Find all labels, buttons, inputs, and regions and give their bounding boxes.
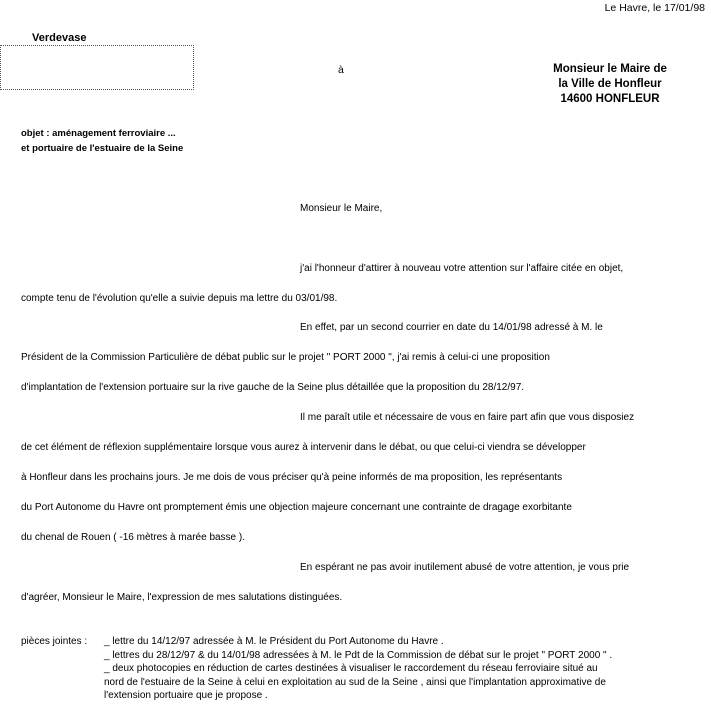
attachments-label: pièces jointes : [21,636,88,647]
sender-address-box [0,45,194,90]
body-line: j'ai l'honneur d'attirer à nouveau votre attention sur l'affaire citée en objet, [300,263,624,274]
body-line: d'agréer, Monsieur le Maire, l'expression de mes salutations distinguées. [21,592,343,603]
recipient-line: la Ville de Honfleur [558,78,662,90]
to-word: à [338,64,344,76]
attachments-list [104,635,612,703]
attachment-item: nord de l'estuaire de la Seine à celui en exploitation au sud de la Seine , ainsi que l'implantation approximative de [104,676,606,688]
subject-line: objet : aménagement ferroviaire ... [21,128,176,139]
body-line: Il me paraît utile et nécessaire de vous en faire part afin que vous disposiez [300,412,635,423]
body-line: de cet élément de réflexion supplémentaire lorsque vous aurez à intervenir dans le débat, ou que celui-ci viendra se développer [21,442,586,453]
subject-line: et portuaire de l'estuaire de la Seine [21,143,184,154]
recipient-line: 14600 HONFLEUR [560,93,660,105]
recipient-line: Monsieur le Maire de [553,63,667,75]
body-line: d'implantation de l'extension portuaire sur la rive gauche de la Seine plus détaillée que la proposition du 28/12/97. [21,382,525,393]
body-line: En espérant ne pas avoir inutilement abusé de votre attention, je vous prie [300,562,630,573]
body-line: à Honfleur dans les prochains jours. Je me dois de vous préciser qu'à peine informés de ma proposition, les représentants [21,472,563,483]
attachment-item: _ lettre du 14/12/97 adressée à M. le Président du Port Autonome du Havre . [104,636,444,647]
recipient-block [540,62,680,107]
letter-date: Le Havre, le 17/01/98 [604,2,705,14]
body-line: Président de la Commission Particulière de débat public sur le projet " PORT 2000 ", j'ai remis à celui-ci une proposition [21,352,550,363]
attachment-item: l'extension portuaire que je propose . [104,690,268,701]
body-line: En effet, par un second courrier en date du 14/01/98 adressé à M. le [300,322,603,333]
subject-block [21,126,183,156]
sender-name: Verdevase [32,32,87,44]
body-line: du Port Autonome du Havre ont promptement émis une objection majeure concernant une contrainte de dragage exorbitante [21,502,572,513]
attachment-item: _ deux photocopies en réduction de cartes destinées à visualiser le raccordement du réseau ferroviaire situé au [104,663,598,674]
body-line: du chenal de Rouen ( -16 mètres à marée basse ). [21,532,246,543]
salutation: Monsieur le Maire, [300,203,383,214]
attachment-item: _ lettres du 28/12/97 & du 14/01/98 adressées à M. le Pdt de la Commission de débat sur le projet " PORT 2000 " . [104,649,613,661]
body-line: compte tenu de l'évolution qu'elle a suivie depuis ma lettre du 03/01/98. [21,293,338,304]
